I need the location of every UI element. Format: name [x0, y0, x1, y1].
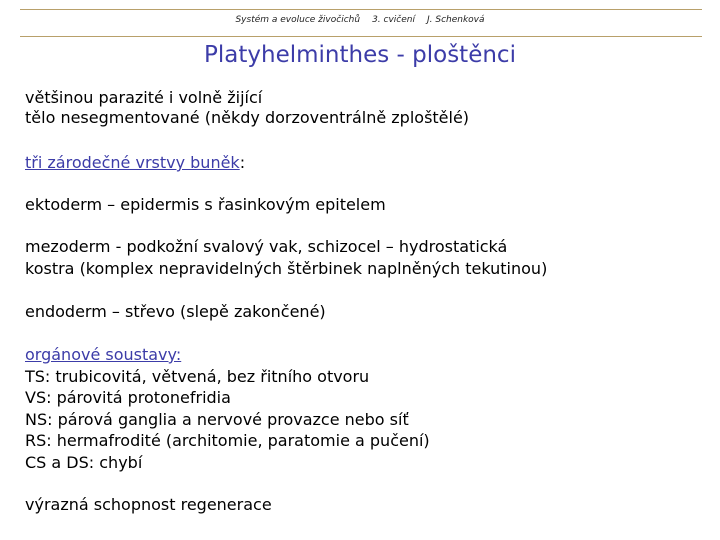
- germ-layers-heading: [25, 152, 245, 173]
- slide-header: [0, 15, 720, 25]
- germ-layers-colon: :: [239, 153, 246, 172]
- germ-layers-link[interactable]: tři zárodečné vrstvy buněk: [25, 153, 240, 172]
- mesoderm-line-1: mezoderm - podkožní svalový vak, schizocel – hydrostatická: [25, 237, 508, 256]
- organs-link[interactable]: orgánové soustavy:: [25, 345, 182, 364]
- ectoderm-text: ektoderm – epidermis s řasinkovým epitelem: [25, 195, 386, 214]
- slide-title: Platyhelminthes - ploštěnci: [204, 42, 516, 68]
- organ-rs: RS: hermafrodité (architomie, paratomie a pučení): [25, 431, 430, 450]
- regeneration-text: výrazná schopnost regenerace: [25, 495, 272, 514]
- organ-ns: NS: párová ganglia a nervové provazce nebo síť: [25, 410, 409, 429]
- intro-line-1: většinou parazité i volně žijící: [25, 88, 263, 107]
- mesoderm-line-2: kostra (komplex nepravidelných štěrbinek naplněných tekutinou): [25, 259, 548, 278]
- header-bottom-rule: [20, 36, 702, 37]
- intro-line-2: tělo nesegmentované (někdy dorzoventrálně zploštělé): [25, 108, 470, 127]
- header-top-rule: [20, 9, 702, 10]
- endoderm-text: endoderm – střevo (slepě zakončené): [25, 302, 326, 321]
- header-author: J. Schenková: [426, 15, 485, 25]
- organ-ts: TS: trubicovitá, větvená, bez řitního otvoru: [25, 367, 370, 386]
- organ-vs: VS: párovitá protonefridia: [25, 388, 231, 407]
- header-exercise: 3. cvičení: [372, 15, 415, 25]
- header-course: Systém a evoluce živočichů: [235, 15, 361, 25]
- organ-cs-ds: CS a DS: chybí: [25, 453, 143, 472]
